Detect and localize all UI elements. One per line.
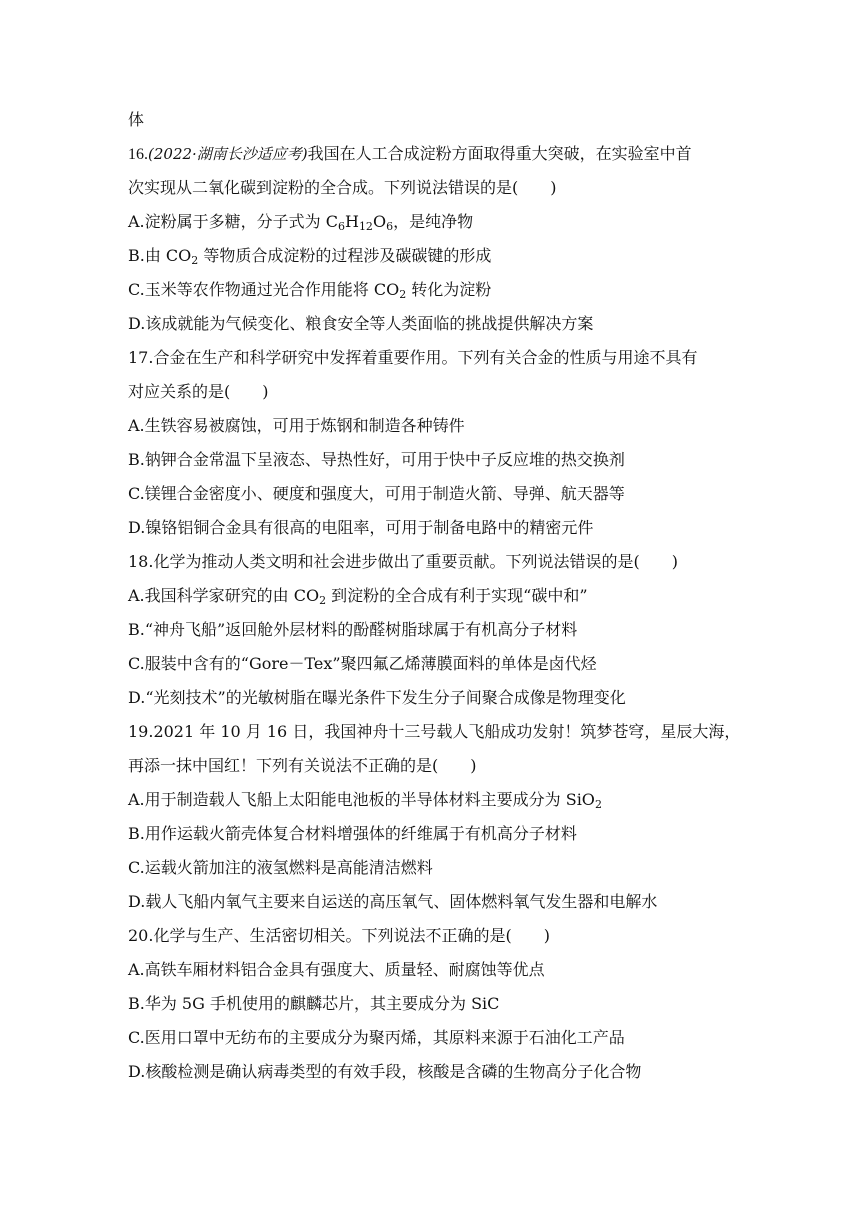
question-text: 再添一抹中国红！下列有关说法不正确的是( ): [128, 756, 477, 775]
question-19-option-d: [128, 890, 740, 914]
question-text: 18.化学为推动人类文明和社会进步做出了重要贡献。下列说法错误的是( ): [128, 552, 678, 571]
question-19-stem-cont: [128, 754, 740, 778]
question-18-option-a: [128, 584, 740, 608]
option-text: A.我国科学家研究的由 CO: [128, 586, 320, 605]
option-text: C.医用口罩中无纺布的主要成分为聚丙烯，其原料来源于石油化工产品: [128, 1028, 625, 1047]
question-20-option-d: [128, 1060, 740, 1084]
question-18-option-b: [128, 618, 740, 642]
question-19-option-c: [128, 856, 740, 880]
option-text: B.用作运载火箭壳体复合材料增强体的纤维属于有机高分子材料: [128, 824, 577, 843]
option-text: C.玉米等农作物通过光合作用能将 CO: [128, 280, 400, 299]
subscript: 2: [594, 798, 602, 811]
question-17-option-a: [128, 414, 740, 438]
question-text: 次实现从二氧化碳到淀粉的全合成。下列说法错误的是( ): [128, 178, 557, 197]
question-18-option-c: [128, 652, 740, 676]
subscript: 2: [191, 254, 199, 267]
option-text: D.该成就能为气候变化、粮食安全等人类面临的挑战提供解决方案: [128, 314, 594, 333]
question-18-option-d: [128, 686, 740, 710]
option-text: A.淀粉属于多糖，分子式为 C: [128, 212, 338, 231]
option-text: B.“神舟飞船”返回舱外层材料的酚醛树脂球属于有机高分子材料: [128, 620, 578, 639]
option-text: B.华为 5G 手机使用的麒麟芯片，其主要成分为 SiC: [128, 994, 500, 1013]
option-text: H: [344, 212, 359, 231]
question-20-option-b: [128, 992, 740, 1016]
question-19-option-a: [128, 788, 740, 812]
option-text: 等物质合成淀粉的过程涉及碳碳键的形成: [198, 246, 492, 265]
question-text: 对应关系的是( ): [128, 382, 269, 401]
subscript: 6: [386, 220, 394, 233]
option-text: D.核酸检测是确认病毒类型的有效手段，核酸是含磷的生物高分子化合物: [128, 1062, 642, 1081]
question-18-stem: [128, 550, 740, 574]
question-20-option-a: [128, 958, 740, 982]
option-text: A.生铁容易被腐蚀，可用于炼钢和制造各种铸件: [128, 416, 465, 435]
question-text: 我国在人工合成淀粉方面取得重大突破，在实验室中首: [307, 144, 692, 163]
question-20-option-c: [128, 1026, 740, 1050]
question-19-stem: [128, 720, 740, 744]
question-16-option-a: [128, 210, 740, 234]
question-16-stem-cont: [128, 176, 740, 200]
option-text: D.载人飞船内氧气主要来自运送的高压氧气、固体燃料氧气发生器和电解水: [128, 892, 658, 911]
option-text: O: [372, 212, 387, 231]
question-source: (2022·湖南长沙适应考): [148, 145, 308, 163]
option-text: D.镍铬铝铜合金具有很高的电阻率，可用于制备电路中的精密元件: [128, 518, 594, 537]
option-text: 转化为淀粉: [406, 280, 492, 299]
option-text: B.钠钾合金常温下呈液态、导热性好，可用于快中子反应堆的热交换剂: [128, 450, 625, 469]
question-text: 20.化学与生产、生活密切相关。下列说法不正确的是( ): [128, 926, 550, 945]
question-text: 17.合金在生产和科学研究中发挥着重要作用。下列有关合金的性质与用途不具有: [128, 348, 698, 367]
question-17-option-d: [128, 516, 740, 540]
question-20-stem: [128, 924, 740, 948]
subscript: 2: [319, 594, 327, 607]
question-17-stem-cont: [128, 380, 740, 404]
text-fragment: 体: [128, 110, 145, 129]
option-text: C.服装中含有的“Gore－Tex”聚四氟乙烯薄膜面料的单体是卤代烃: [128, 654, 597, 673]
subscript: 2: [399, 288, 407, 301]
question-16-option-d: [128, 312, 740, 336]
option-text: B.由 CO: [128, 246, 192, 265]
question-16-option-b: [128, 244, 740, 268]
question-text: 19.2021 年 10 月 16 日，我国神舟十三号载人飞船成功发射！筑梦苍穹，星辰大海，: [128, 722, 741, 741]
option-text: C.镁锂合金密度小、硬度和强度大，可用于制造火箭、导弹、航天器等: [128, 484, 625, 503]
question-17-stem: [128, 346, 740, 370]
question-number: 16.: [128, 146, 148, 163]
question-17-option-c: [128, 482, 740, 506]
question-19-option-b: [128, 822, 740, 846]
question-17-option-b: [128, 448, 740, 472]
option-text: D.“光刻技术”的光敏树脂在曝光条件下发生分子间聚合成像是物理变化: [128, 688, 626, 707]
question-16-stem: [128, 142, 740, 166]
text-line: [128, 108, 740, 132]
option-text: 到淀粉的全合成有利于实现“碳中和”: [326, 586, 588, 605]
option-text: ，是纯净物: [393, 212, 474, 231]
option-text: C.运载火箭加注的液氢燃料是高能清洁燃料: [128, 858, 433, 877]
subscript: 12: [358, 220, 373, 233]
question-16-option-c: [128, 278, 740, 302]
subscript: 6: [337, 220, 345, 233]
option-text: A.高铁车厢材料铝合金具有强度大、质量轻、耐腐蚀等优点: [128, 960, 545, 979]
option-text: A.用于制造载人飞船上太阳能电池板的半导体材料主要成分为 SiO: [128, 790, 595, 809]
